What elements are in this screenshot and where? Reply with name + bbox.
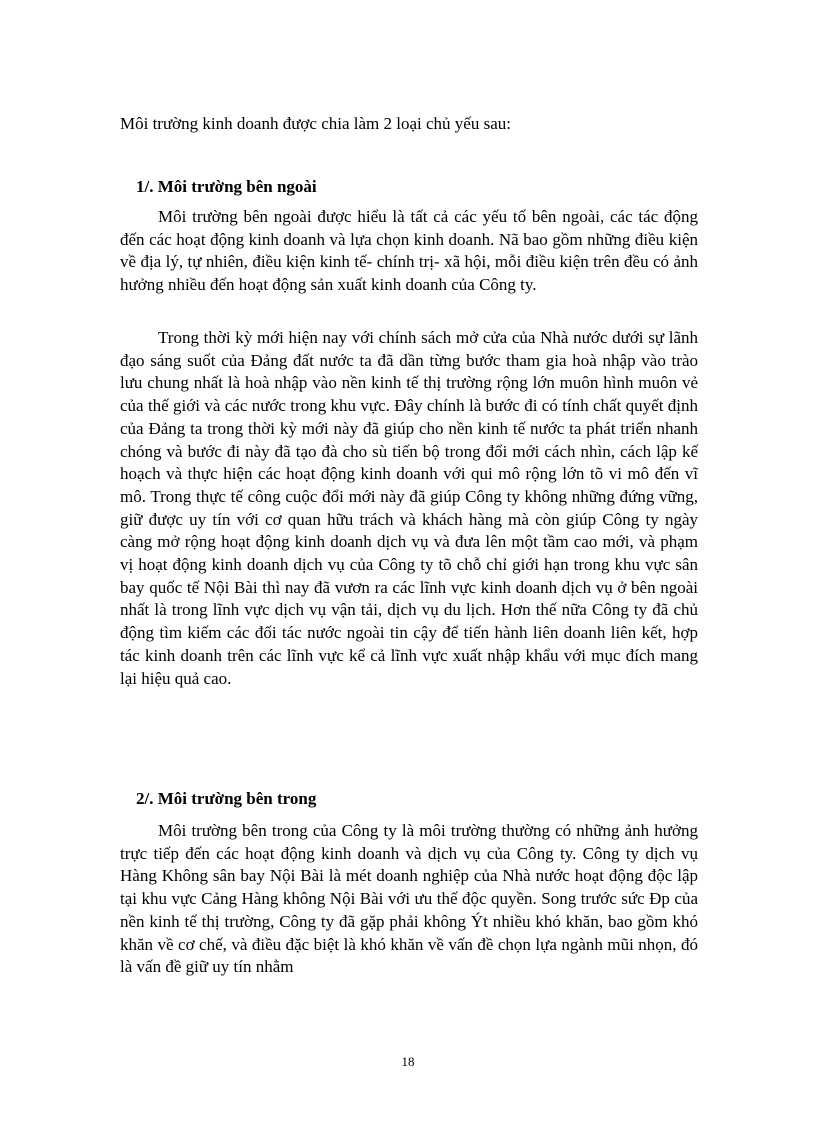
- section-heading-internal-environment: 2/. Môi trường bên trong: [136, 789, 317, 808]
- page-number: 18: [401, 1054, 415, 1069]
- paragraph-external-context: Trong thời kỳ mới hiện nay với chính sách mở cửa của Nhà nước dưới sự lãnh đạo sáng suốt của Đảng đất nước ta đã dần từng bước tham gia hoà nhập vào trào lưu chung nhất là hoà nhập vào nền kinh tế thị trường rộng lớn muôn hình muôn vẻ của thế giới và các nước trong khu vực. Đây chính là bước đi có tính chất quyết định của Đảng ta trong thời kỳ mới này đã giúp cho nền kinh tế nước ta phát triển nhanh chóng và bước đi này đã tạo đà cho sù tiến bộ trong đổi mới cách nhìn, cách lập kế hoạch và thực hiện các hoạt động kinh doanh với qui mô rộng lớn tõ vi mô đến vĩ mô. Trong thực tế công cuộc đổi mới này đã giúp Công ty không những đứng vững, giữ được uy tín với cơ quan hữu trách và khách hàng mà còn giúp Công ty ngày càng mở rộng hoạt động kinh doanh dịch vụ và đưa lên một tầm cao mới, và phạm vị hoạt động kinh doanh dịch vụ của Công ty tõ chỗ chỉ giới hạn trong khu vực sân bay quốc tế Nội Bài thì nay đã vươn ra các lĩnh vực kinh doanh dịch vụ ở bên ngoài nhất là trong lĩnh vực dịch vụ vận tải, dịch vụ du lịch. Hơn thế nữa Công ty đã chủ động tìm kiếm các đối tác nước ngoài tin cậy để tiến hành liên doanh liên kết, hợp tác kinh doanh trên các lĩnh vực kể cả lĩnh vực xuất nhập khẩu với mục đích mang lại hiệu quả cao.: [120, 328, 698, 688]
- paragraph-internal-environment: Môi trường bên trong của Công ty là môi trường thường có những ảnh hưởng trực tiếp đến các hoạt động kinh doanh và dịch vụ của Công ty. Công ty dịch vụ Hàng Không sân bay Nội Bài là mét doanh nghiệp của Nhà nước hoạt động độc lập tại khu vực Cảng Hàng không Nội Bài với ưu thế độc quyền. Song trước sức Ðp của nền kinh tế thị trường, Công ty đã gặp phải không Ýt nhiều khó khăn, bao gồm khó khăn về cơ chế, và điều đặc biệt là khó khăn về vấn đề chọn lựa ngành mũi nhọn, đó là vấn đề giữ uy tín nhằm: [120, 821, 698, 977]
- section-heading-external-environment: 1/. Môi trường bên ngoài: [136, 177, 317, 196]
- intro-text: Môi trường kinh doanh được chia làm 2 loại chủ yếu sau:: [120, 114, 511, 133]
- paragraph-external-definition: Môi trường bên ngoài được hiểu là tất cả các yếu tố bên ngoài, các tác động đến các hoạt động kinh doanh và lựa chọn kinh doanh. Nã bao gồm những điều kiện về địa lý, tự nhiên, điều kiện kinh tế- chính trị- xã hội, mỗi điều kiện trên đều có ảnh hưởng nhiều đến hoạt động sản xuất kinh doanh của Công ty.: [120, 207, 698, 295]
